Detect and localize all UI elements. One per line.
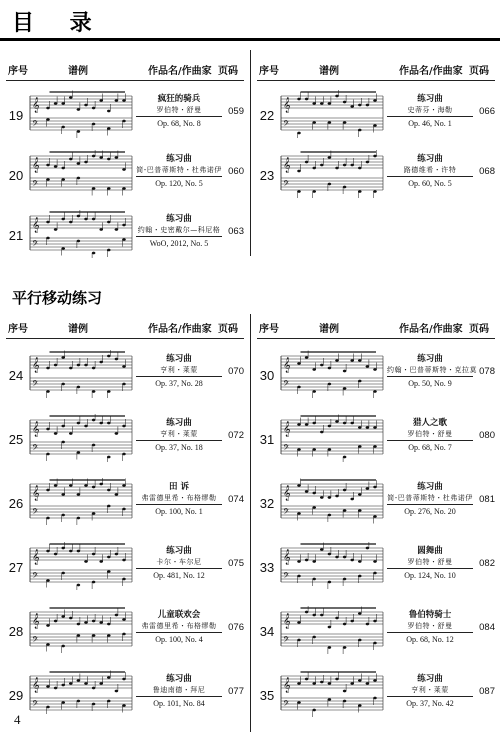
work-title: 练习曲 [417, 482, 443, 492]
toc-entry[interactable] [6, 344, 244, 408]
svg-text:𝄞: 𝄞 [283, 678, 291, 693]
work-rule [387, 696, 473, 697]
svg-text:𝄞: 𝄞 [32, 614, 40, 629]
music-staff-icon [277, 90, 385, 138]
svg-text:𝄢: 𝄢 [32, 572, 39, 583]
svg-text:𝄢: 𝄢 [32, 380, 39, 391]
column-divider [250, 50, 251, 256]
svg-text:𝄞: 𝄞 [283, 358, 291, 373]
entry-page: 059 [228, 106, 244, 117]
music-staff-icon [26, 150, 134, 198]
work-opus: Op. 481, No. 12 [153, 571, 205, 580]
entry-page: 078 [479, 366, 495, 377]
svg-text:𝄞: 𝄞 [32, 486, 40, 501]
svg-text:𝄢: 𝄢 [283, 120, 290, 131]
toc-entry[interactable] [6, 600, 244, 664]
svg-text:𝄞: 𝄞 [283, 550, 291, 565]
toc-entry[interactable] [6, 408, 244, 472]
entry-number: 22 [259, 108, 275, 123]
header-page: 页码 [218, 324, 238, 335]
work-composer: 罗伯特・舒曼 [407, 558, 453, 566]
page-number: 4 [14, 712, 21, 727]
toc-entry[interactable] [257, 472, 495, 536]
entry-number: 34 [259, 624, 275, 639]
score-excerpt [26, 90, 134, 138]
work-composer: 鲁迪南德・拜尼 [152, 686, 206, 694]
svg-text:𝄢: 𝄢 [283, 572, 290, 583]
header-work: 作品名/作曲家 [148, 66, 212, 77]
toc-entry[interactable] [257, 146, 495, 202]
work-title: 练习曲 [417, 94, 443, 104]
svg-text:𝄢: 𝄢 [32, 444, 39, 455]
svg-text:𝄞: 𝄞 [283, 158, 291, 173]
work-info [387, 546, 473, 581]
svg-text:𝄢: 𝄢 [32, 180, 39, 191]
work-info [387, 418, 473, 453]
score-excerpt [26, 210, 134, 258]
entry-page: 080 [479, 430, 495, 441]
work-info [387, 354, 477, 389]
toc-entry[interactable] [6, 206, 244, 262]
work-opus: Op. 68, No. 8 [157, 119, 201, 128]
toc-entry[interactable] [6, 472, 244, 536]
entry-page: 081 [479, 494, 495, 505]
svg-text:𝄞: 𝄞 [283, 486, 291, 501]
work-info [136, 154, 222, 189]
svg-text:𝄢: 𝄢 [32, 636, 39, 647]
entry-number: 20 [8, 168, 24, 183]
work-title: 圆舞曲 [417, 546, 443, 556]
music-staff-icon [277, 478, 385, 526]
work-opus: Op. 101, No. 84 [153, 699, 205, 708]
column-header [257, 60, 495, 78]
header-rule [6, 80, 244, 81]
header-score: 谱例 [319, 324, 339, 335]
score-excerpt [26, 150, 134, 198]
entry-number: 24 [8, 368, 24, 383]
header-work: 作品名/作曲家 [148, 324, 212, 335]
svg-text:𝄞: 𝄞 [32, 422, 40, 437]
work-rule [136, 376, 222, 377]
music-staff-icon [277, 414, 385, 462]
work-composer: 亨利・莱蒙 [160, 430, 198, 438]
work-opus: Op. 37, No. 18 [155, 443, 203, 452]
entry-page: 068 [479, 166, 495, 177]
header-work: 作品名/作曲家 [399, 324, 463, 335]
work-info [136, 546, 222, 581]
work-info [136, 610, 222, 645]
work-opus: WoO, 2012, No. 5 [149, 239, 209, 248]
score-excerpt [26, 606, 134, 654]
section-title: 平行移动练习 [12, 289, 103, 307]
work-composer: 路德维希・许特 [403, 166, 457, 174]
score-excerpt [277, 606, 385, 654]
music-staff-icon [26, 670, 134, 718]
toc-column-left [6, 52, 244, 262]
header-score: 谱例 [68, 66, 88, 77]
header-score: 谱例 [68, 324, 88, 335]
music-staff-icon [26, 90, 134, 138]
music-staff-icon [26, 414, 134, 462]
toc-entry[interactable] [257, 86, 495, 142]
svg-text:𝄞: 𝄞 [32, 158, 40, 173]
work-rule [136, 440, 222, 441]
toc-entry[interactable] [6, 146, 244, 202]
work-title: 鲁伯特骑士 [408, 610, 452, 620]
entry-number: 19 [8, 108, 24, 123]
work-composer: 简-巴普蒂斯特・杜弗诺伊 [136, 166, 222, 174]
work-info [387, 482, 473, 517]
svg-text:𝄞: 𝄞 [283, 422, 291, 437]
score-excerpt [26, 414, 134, 462]
header-page: 页码 [469, 66, 489, 77]
score-excerpt [277, 670, 385, 718]
column-divider [250, 314, 251, 732]
entry-number: 32 [259, 496, 275, 511]
entry-page: 072 [228, 430, 244, 441]
toc-entry[interactable] [6, 536, 244, 600]
work-info [387, 154, 473, 189]
work-rule [387, 176, 473, 177]
work-rule [136, 176, 222, 177]
svg-text:𝄢: 𝄢 [32, 120, 39, 131]
svg-text:𝄢: 𝄢 [283, 380, 290, 391]
work-rule [387, 504, 473, 505]
toc-entry[interactable] [257, 408, 495, 472]
music-staff-icon [26, 606, 134, 654]
work-title: 练习曲 [166, 418, 192, 428]
score-excerpt [277, 414, 385, 462]
header-rule [6, 338, 244, 339]
work-opus: Op. 37, No. 42 [406, 699, 454, 708]
work-info [136, 94, 222, 129]
entry-page: 066 [479, 106, 495, 117]
work-composer: 罗伯特・舒曼 [407, 430, 453, 438]
header-rule [257, 338, 495, 339]
svg-text:𝄢: 𝄢 [283, 444, 290, 455]
work-info [387, 610, 473, 645]
work-title: 练习曲 [166, 354, 192, 364]
work-opus: Op. 100, No. 4 [155, 635, 203, 644]
svg-text:𝄢: 𝄢 [283, 180, 290, 191]
entry-page: 074 [228, 494, 244, 505]
work-opus: Op. 37, No. 28 [155, 379, 203, 388]
svg-text:𝄢: 𝄢 [32, 700, 39, 711]
entry-number: 25 [8, 432, 24, 447]
work-opus: Op. 46, No. 1 [408, 119, 452, 128]
work-title: 练习曲 [166, 546, 192, 556]
score-excerpt [277, 90, 385, 138]
music-staff-icon [277, 150, 385, 198]
header-number: 序号 [259, 324, 279, 335]
score-excerpt [277, 478, 385, 526]
work-rule [387, 568, 473, 569]
score-excerpt [277, 150, 385, 198]
entry-number: 33 [259, 560, 275, 575]
work-composer: 弗雷德里希・布格缪勒 [141, 494, 217, 502]
svg-text:𝄞: 𝄞 [283, 98, 291, 113]
toc-column-left [6, 314, 244, 734]
work-rule [387, 440, 473, 441]
score-excerpt [277, 542, 385, 590]
svg-text:𝄞: 𝄞 [32, 358, 40, 373]
svg-text:𝄞: 𝄞 [32, 550, 40, 565]
work-title: 练习曲 [166, 214, 192, 224]
entry-number: 26 [8, 496, 24, 511]
toc-entry[interactable] [257, 536, 495, 600]
entry-number: 30 [259, 368, 275, 383]
work-title: 练习曲 [417, 154, 443, 164]
entry-page: 070 [228, 366, 244, 377]
entry-number: 29 [8, 688, 24, 703]
work-composer: 罗伯特・舒曼 [156, 106, 202, 114]
work-composer: 卡尔・车尔尼 [156, 558, 202, 566]
svg-text:𝄞: 𝄞 [32, 678, 40, 693]
score-excerpt [26, 350, 134, 398]
score-excerpt [26, 670, 134, 718]
work-info [136, 674, 222, 709]
work-rule [136, 504, 222, 505]
work-rule [136, 116, 222, 117]
work-composer: 约翰・巴普蒂斯特・克拉莫 [387, 366, 477, 374]
entry-number: 27 [8, 560, 24, 575]
svg-text:𝄢: 𝄢 [32, 240, 39, 251]
entry-number: 23 [259, 168, 275, 183]
music-staff-icon [277, 542, 385, 590]
work-rule [136, 632, 222, 633]
page-title: 目 录 [12, 11, 106, 36]
work-info [387, 94, 473, 129]
toc-entry[interactable] [257, 664, 495, 728]
entry-page: 060 [228, 166, 244, 177]
work-opus: Op. 100, No. 1 [155, 507, 203, 516]
music-staff-icon [26, 478, 134, 526]
header-number: 序号 [8, 66, 28, 77]
score-excerpt [277, 350, 385, 398]
header-page: 页码 [469, 324, 489, 335]
toc-entry[interactable] [257, 344, 495, 408]
header-work: 作品名/作曲家 [399, 66, 463, 77]
work-opus: Op. 60, No. 5 [408, 179, 452, 188]
toc-entry[interactable] [257, 600, 495, 664]
score-excerpt [26, 478, 134, 526]
music-staff-icon [277, 606, 385, 654]
work-title: 练习曲 [166, 154, 192, 164]
svg-text:𝄞: 𝄞 [32, 98, 40, 113]
column-header [6, 318, 244, 336]
work-composer: 约翰・史密戴尔—科尼格 [137, 226, 221, 234]
toc-column-right [257, 314, 495, 734]
svg-text:𝄢: 𝄢 [283, 700, 290, 711]
entry-page: 075 [228, 558, 244, 569]
work-composer: 亨利・莱蒙 [411, 686, 449, 694]
music-staff-icon [26, 542, 134, 590]
header-rule [257, 80, 495, 81]
entry-number: 28 [8, 624, 24, 639]
toc-column-right [257, 52, 495, 262]
entry-page: 077 [228, 686, 244, 697]
toc-entry[interactable] [6, 664, 244, 728]
work-rule [387, 116, 473, 117]
work-title: 猎人之歌 [412, 418, 447, 428]
svg-text:𝄢: 𝄢 [32, 508, 39, 519]
column-header [6, 60, 244, 78]
work-title: 练习曲 [417, 354, 443, 364]
entry-number: 35 [259, 688, 275, 703]
entry-page: 082 [479, 558, 495, 569]
work-rule [136, 696, 222, 697]
svg-text:𝄞: 𝄞 [283, 614, 291, 629]
toc-entry[interactable] [6, 86, 244, 142]
work-opus: Op. 124, No. 10 [404, 571, 456, 580]
work-opus: Op. 68, No. 7 [408, 443, 452, 452]
music-staff-icon [277, 350, 385, 398]
header-score: 谱例 [319, 66, 339, 77]
music-staff-icon [26, 210, 134, 258]
header-number: 序号 [8, 324, 28, 335]
work-info [136, 214, 222, 249]
header-page: 页码 [218, 66, 238, 77]
work-info [387, 674, 473, 709]
work-composer: 史蒂芬・海勒 [407, 106, 453, 114]
work-info [136, 354, 222, 389]
entry-page: 087 [479, 686, 495, 697]
title-rule [0, 38, 500, 41]
work-title: 练习曲 [417, 674, 443, 684]
work-composer: 罗伯特・舒曼 [407, 622, 453, 630]
work-info [136, 482, 222, 517]
work-composer: 简-巴普蒂斯特・杜弗诺伊 [387, 494, 473, 502]
work-rule [136, 568, 222, 569]
entry-page: 076 [228, 622, 244, 633]
work-info [136, 418, 222, 453]
music-staff-icon [277, 670, 385, 718]
work-opus: Op. 50, No. 9 [408, 379, 452, 388]
column-header [257, 318, 495, 336]
header-number: 序号 [259, 66, 279, 77]
music-staff-icon [26, 350, 134, 398]
entry-number: 31 [259, 432, 275, 447]
work-rule [387, 376, 473, 377]
work-opus: Op. 120, No. 5 [155, 179, 203, 188]
work-composer: 弗雷德里希・布格缪勒 [141, 622, 217, 630]
work-opus: Op. 276, No. 20 [404, 507, 456, 516]
work-title: 儿童联欢会 [157, 610, 201, 620]
work-opus: Op. 68, No. 12 [406, 635, 454, 644]
svg-text:𝄢: 𝄢 [283, 636, 290, 647]
svg-text:𝄢: 𝄢 [283, 508, 290, 519]
work-rule [387, 632, 473, 633]
work-title: 练习曲 [166, 674, 192, 684]
work-rule [136, 236, 222, 237]
work-composer: 亨利・莱蒙 [160, 366, 198, 374]
entry-number: 21 [8, 228, 24, 243]
entry-page: 084 [479, 622, 495, 633]
svg-text:𝄞: 𝄞 [32, 218, 40, 233]
work-title: 田 诉 [169, 482, 189, 492]
entry-page: 063 [228, 226, 244, 237]
work-title: 疯狂的骑兵 [157, 94, 201, 104]
score-excerpt [26, 542, 134, 590]
